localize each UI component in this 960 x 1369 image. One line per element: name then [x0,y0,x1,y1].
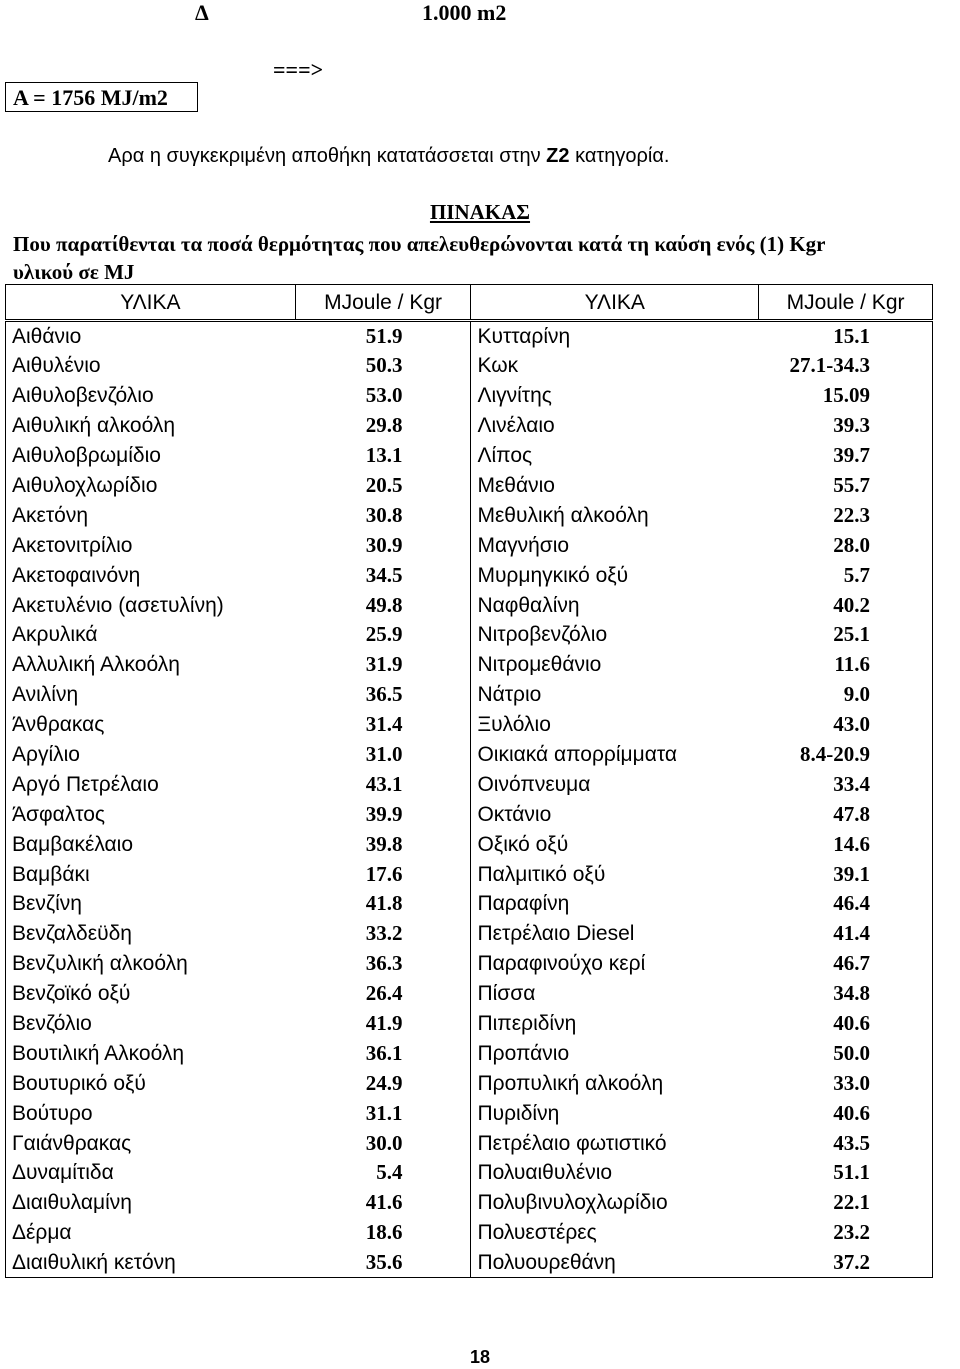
material-name: Νιτροβενζόλιο [477,623,608,647]
heat-value: 22.3 [833,502,870,527]
material-name: Οξικό οξύ [477,832,569,856]
heat-value: 40.6 [833,1011,870,1036]
material-name: Αιθάνιο [12,325,82,348]
heat-value: 5.7 [843,562,870,587]
column-header-mjoule-1: MJoule / Kgr [295,285,471,321]
table-row [6,381,933,411]
table-header-row [6,285,933,321]
table-row [6,321,933,352]
heat-value: 37.2 [833,1249,870,1274]
material-name: Αιθυλική αλκοόλη [12,414,176,438]
heat-value: 53.0 [295,381,471,411]
table-row [6,1248,933,1278]
heat-value: 40.6 [833,1100,870,1125]
material-name: Παλμιτικό οξύ [477,862,606,886]
material-name: Λινέλαιο [477,414,555,438]
material-name: Αιθυλοβρωμίδιο [12,444,161,468]
material-name: Άνθρακας [12,713,105,737]
fire-load-result-box: A = 1756 MJ/m2 [5,82,198,112]
material-name: Αλλυλική Αλκοόλη [12,653,180,677]
heat-value: 26.4 [295,979,471,1009]
material-name: Λιγνίτης [477,384,552,408]
table-row [6,560,933,590]
material-name: Γαιάνθρακας [12,1131,132,1155]
material-name: Βαμβακέλαιο [12,832,133,856]
heat-value: 29.8 [295,411,471,441]
heat-value: 27.1-34.3 [789,353,870,378]
heat-value: 31.9 [295,650,471,680]
material-name: Νάτριο [477,683,542,707]
material-name: Μεθυλική αλκοόλη [477,503,649,527]
material-name: Αργό Πετρέλαιο [12,772,159,796]
material-name: Πολυεστέρες [477,1221,597,1245]
heat-value: 17.6 [295,859,471,889]
material-name: Ανιλίνη [12,683,79,707]
heat-value: 51.1 [833,1160,870,1185]
table-row [6,919,933,949]
table-title: ΠΙΝΑΚΑΣ [429,200,531,224]
material-name: Βενζίνη [12,892,82,916]
material-name: Βενζόλιο [12,1012,92,1036]
heat-value: 25.9 [295,620,471,650]
material-name: Ξυλόλιο [477,713,551,737]
table-row [6,650,933,680]
table-row [6,1009,933,1039]
heat-value: 31.4 [295,710,471,740]
material-name: Κωκ [477,354,519,378]
heat-value: 31.1 [295,1098,471,1128]
delta-symbol: Δ [195,0,209,25]
heat-values-table [5,284,933,1278]
table-row [6,1188,933,1218]
material-name: Προπάνιο [477,1041,570,1065]
table-row [6,1218,933,1248]
material-name: Δυναμίτιδα [12,1161,114,1185]
heat-value: 43.0 [833,712,870,737]
heat-value: 39.7 [833,443,870,468]
material-name: Ακετοφαινόνη [12,563,141,587]
table-description-line-2: υλικού σε MJ [13,260,135,284]
material-name: Διαιθυλαμίνη [12,1191,132,1215]
heat-value: 40.2 [833,592,870,617]
heat-value: 30.9 [295,530,471,560]
material-name: Μεθάνιο [477,474,555,497]
heat-value: 33.2 [295,919,471,949]
heat-value: 46.4 [833,891,870,916]
heat-value: 5.4 [295,1158,471,1188]
heat-value: 33.4 [833,771,870,796]
heat-value: 46.7 [833,951,870,976]
material-name: Μαγνήσιο [477,533,570,557]
material-name: Πολυαιθυλένιο [477,1161,613,1185]
material-name: Ναφθαλίνη [477,593,580,617]
heat-value: 36.5 [295,680,471,710]
material-name: Αιθυλοχλωρίδιο [12,474,158,497]
conclusion-prefix: Αρα η συγκεκριμένη αποθήκη κατατάσσεται στην [108,145,547,167]
heat-value: 15.09 [822,383,870,408]
material-name: Οινόπνευμα [477,772,591,796]
material-name: Αιθυλένιο [12,354,101,378]
table-row [6,710,933,740]
heat-value: 31.0 [295,740,471,770]
heat-value: 41.8 [295,889,471,919]
heat-value: 39.3 [833,413,870,438]
conclusion-category: Ζ2 [546,145,570,167]
table-body [6,321,933,1278]
table-row [6,680,933,710]
table-row [6,1038,933,1068]
heat-value: 22.1 [833,1190,870,1215]
material-name: Διαιθυλική κετόνη [12,1250,176,1274]
heat-value: 24.9 [295,1068,471,1098]
table-row [6,1098,933,1128]
heat-value: 55.7 [833,473,870,497]
arrow-symbol: ===> [273,57,324,82]
heat-value: 25.1 [833,622,870,647]
table-row [6,859,933,889]
material-name: Βενζαλδεϋδη [12,922,132,946]
material-name: Βενζυλική αλκοόλη [12,952,188,976]
heat-value: 15.1 [833,324,870,348]
heat-value: 39.8 [295,829,471,859]
material-name: Μυρμηγκικό οξύ [477,563,629,587]
heat-value: 8.4-20.9 [800,742,870,767]
material-name: Δέρμα [12,1221,72,1245]
material-name: Άσφαλτος [12,802,106,826]
heat-value: 41.4 [833,921,870,946]
material-name: Πολυουρεθάνη [477,1250,616,1274]
material-name: Ακετόνη [12,503,89,527]
column-header-mjoule-2: MJoule / Kgr [759,285,933,321]
heat-value: 28.0 [833,532,870,557]
material-name: Πυριδίνη [477,1101,560,1125]
heat-value: 36.3 [295,949,471,979]
material-name: Κυτταρίνη [477,325,571,348]
table-row [6,620,933,650]
heat-value: 35.6 [295,1248,471,1278]
heat-value: 20.5 [295,471,471,501]
table-row [6,829,933,859]
material-name: Βούτυρο [12,1101,93,1125]
material-name: Προπυλική αλκοόλη [477,1071,664,1095]
heat-value: 33.0 [833,1070,870,1095]
material-name: Λίπος [477,444,533,468]
page-number: 18 [469,1347,491,1367]
material-name: Πιπεριδίνη [477,1012,577,1036]
material-name: Νιτρομεθάνιο [477,653,602,677]
material-name: Αργίλιο [12,743,80,767]
heat-value: 14.6 [833,831,870,856]
heat-value: 23.2 [833,1220,870,1245]
column-header-material-1: ΥΛΙΚΑ [6,285,296,321]
material-name: Αιθυλοβενζόλιο [12,384,154,408]
heat-value: 34.5 [295,560,471,590]
table-row [6,500,933,530]
table-row [6,1068,933,1098]
heat-value: 13.1 [295,441,471,471]
table-row [6,769,933,799]
heat-value: 50.3 [295,351,471,381]
material-name: Πετρέλαιο φωτιστικό [477,1131,667,1155]
column-header-material-2: ΥΛΙΚΑ [471,285,759,321]
heat-value: 39.9 [295,799,471,829]
table-description-line-1: Που παρατίθενται τα ποσά θερμότητας που απελευθερώνονται κατά τη καύση ενός (1) Kgr [13,232,826,256]
table-row [6,351,933,381]
heat-value: 50.0 [833,1040,870,1065]
heat-value: 39.1 [833,861,870,886]
material-name: Ακετυλένιο (ασετυλίνη) [12,593,224,617]
table-row [6,590,933,620]
material-name: Ακετονιτρίλιο [12,533,133,557]
table-row [6,949,933,979]
heat-value: 49.8 [295,590,471,620]
table-row [6,1158,933,1188]
table-row [6,889,933,919]
heat-value: 30.0 [295,1128,471,1158]
material-name: Βουτυρικό οξύ [12,1071,146,1095]
material-name: Βουτιλική Αλκοόλη [12,1041,185,1065]
table-row [6,799,933,829]
material-name: Βενζοϊκό οξύ [12,982,131,1006]
material-name: Πετρέλαιο Diesel [477,922,635,946]
heat-value: 9.0 [843,682,870,707]
table-row [6,1128,933,1158]
material-name: Οκτάνιο [477,802,552,826]
area-value: 1.000 m2 [422,0,507,25]
heat-value: 36.1 [295,1038,471,1068]
heat-value: 51.9 [295,321,471,352]
conclusion-sentence [108,145,669,168]
heat-value: 43.1 [295,769,471,799]
heat-value: 41.6 [295,1188,471,1218]
material-name: Ακρυλικά [12,623,98,647]
table-row [6,979,933,1009]
table-row [6,471,933,501]
material-name: Παραφινούχο κερί [477,952,646,976]
material-name: Παραφίνη [477,892,570,916]
material-name: Πολυβινυλοχλωρίδιο [477,1191,668,1215]
material-name: Πίσσα [477,982,536,1006]
heat-value: 30.8 [295,500,471,530]
table-row [6,740,933,770]
material-name: Βαμβάκι [12,862,90,886]
heat-value: 18.6 [295,1218,471,1248]
conclusion-suffix: κατηγορία. [569,145,670,167]
heat-value: 43.5 [833,1130,870,1155]
heat-value: 41.9 [295,1009,471,1039]
heat-value: 11.6 [834,652,870,677]
table-row [6,530,933,560]
material-name: Οικιακά απορρίμματα [477,743,678,767]
heat-value: 34.8 [833,981,870,1006]
heat-value: 47.8 [833,801,870,826]
table-row [6,411,933,441]
table-row [6,441,933,471]
